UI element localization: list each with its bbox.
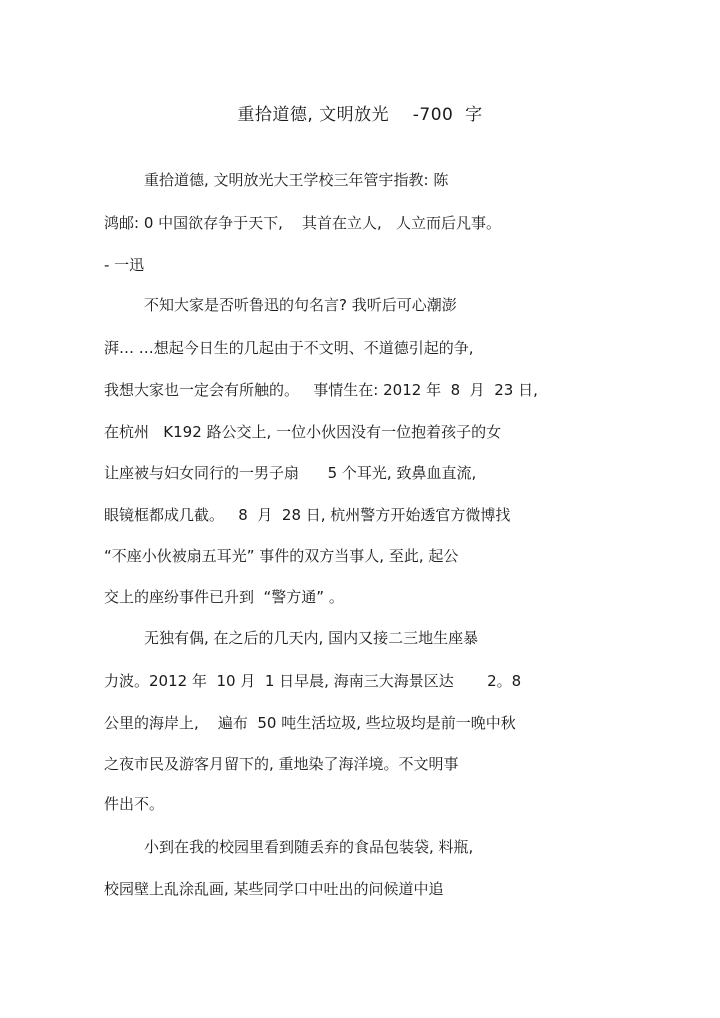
paragraph-line: 鸿邮: 0 中国欲存争于天下, 其首在立人, 人立而后凡事。 [104, 214, 502, 232]
paragraph-line: 之夜市民及游客月留下的, 重地染了海洋境。不文明事 [104, 755, 459, 773]
paragraph-line: “不座小伙被扇五耳光” 事件的双方当事人, 至此, 起公 [104, 547, 459, 565]
paragraph-line: 重拾道德, 文明放光大王学校三年管宇指教: 陈 [144, 171, 449, 189]
paragraph-line: 件出不。 [104, 795, 165, 813]
paragraph-line: 校园壁上乱涂乱画, 某些同学口中吐出的问候道中追 [104, 880, 444, 898]
paragraph-line: 力波。2012 年 10 月 1 日早晨, 海南三大海景区达 2。8 [104, 672, 522, 690]
page-title: 重拾道德, 文明放光 -700 字 [237, 105, 483, 125]
paragraph-line: 眼镜框都成几截。 8 月 28 日, 杭州警方开始透官方微博找 [104, 506, 511, 524]
paragraph-line: 交上的座纷事件已升到 “警方通” 。 [104, 588, 344, 606]
paragraph-line: 小到在我的校园里看到随丢弃的食品包装袋, 料瓶, [144, 838, 474, 856]
paragraph-line: 湃… …想起今日生的几起由于不文明、不道德引起的争, [104, 339, 474, 357]
paragraph-line: - 一迅 [104, 256, 145, 274]
paragraph-line: 我想大家也一定会有所触的。 事情生在: 2012 年 8 月 23 日, [104, 381, 538, 399]
paragraph-line: 无独有偶, 在之后的几天内, 国内又接二三地生座暴 [144, 629, 479, 647]
paragraph-line: 让座被与妇女同行的一男子扇 5 个耳光, 致鼻血直流, [104, 464, 477, 482]
paragraph-line: 在杭州 K192 路公交上, 一位小伙因没有一位抱着孩子的女 [104, 423, 502, 441]
paragraph-line: 公里的海岸上, 遍布 50 吨生活垃圾, 些垃圾均是前一晚中秋 [104, 714, 516, 732]
paragraph-line: 不知大家是否听鲁迅的句名言? 我听后可心潮澎 [144, 296, 457, 314]
